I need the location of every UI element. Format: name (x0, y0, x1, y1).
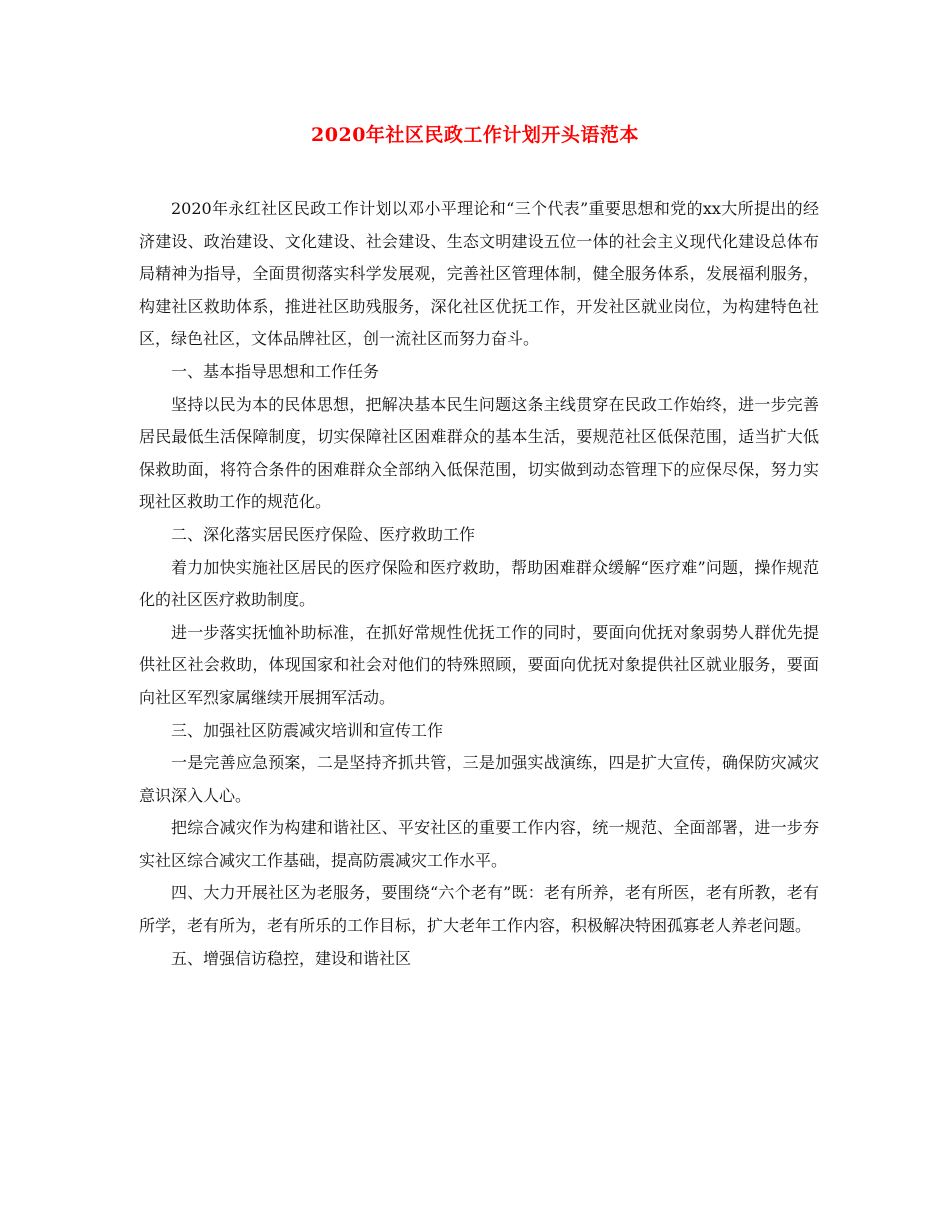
section-heading-5: 五、增强信访稳控，建设和谐社区 (171, 948, 412, 968)
document-title: 2020年社区民政工作计划开头语范本 (311, 124, 639, 146)
paragraph-intro: 2020年永红社区民政工作计划以邓小平理论和“三个代表”重要思想和党的xx大所提出的经济建设、政治建设、文化建设、社会建设、生态文明建设五位一体的社会主义现代化建设总体布局精神为指导，全面贯彻落实科学发展观，完善社区管理体制，健全服务体系，发展福利服务，构建社区救助体系，推进社区助残服务，深化社区优抚工作，开发社区就业岗位，为构建特色社区，绿色社区，文体品牌社区，创一流社区而努力奋斗。 (139, 199, 819, 349)
paragraph: 坚持以民为本的民体思想，把解决基本民生问题这条主线贯穿在民政工作始终，进一步完善居民最低生活保障制度，切实保障社区困难群众的基本生活，要规范社区低保范围，适当扩大低保救助面，将符合条件的困难群众全部纳入低保范围，切实做到动态管理下的应保尽保，努力实现社区救助工作的规范化。 (139, 394, 819, 512)
paragraph: 着力加快实施社区居民的医疗保险和医疗救助，帮助困难群众缓解“医疗难”问题，操作规范化的社区医疗救助制度。 (139, 557, 819, 610)
section-heading-2: 二、深化落实居民医疗保险、医疗救助工作 (171, 524, 476, 544)
paragraph: 一是完善应急预案，二是坚持齐抓共管，三是加强实战演练，四是扩大宣传，确保防灾减灾意识深入人心。 (139, 753, 819, 805)
section-heading-3: 三、加强社区防震减灾培训和宣传工作 (171, 720, 444, 740)
document-body (139, 193, 819, 975)
section-heading-4: 四、大力开展社区为老服务，要围绕“六个老有”既：老有所养，老有所医，老有所教，老有所学，老有所为，老有所乐的工作目标，扩大老年工作内容，积极解决特困孤寡老人养老问题。 (139, 883, 819, 936)
section-heading-1: 一、基本指导思想和工作任务 (171, 361, 380, 381)
paragraph: 进一步落实抚恤补助标准，在抓好常规性优抚工作的同时，要面向优抚对象弱势人群优先提供社区社会救助，体现国家和社会对他们的特殊照顾，要面向优抚对象提供社区就业服务，要面向社区军烈家属继续开展拥军活动。 (139, 622, 819, 707)
paragraph: 把综合减灾作为构建和谐社区、平安社区的重要工作内容，统一规范、全面部署，进一步夯实社区综合减灾工作基础，提高防震减灾工作水平。 (139, 818, 819, 870)
